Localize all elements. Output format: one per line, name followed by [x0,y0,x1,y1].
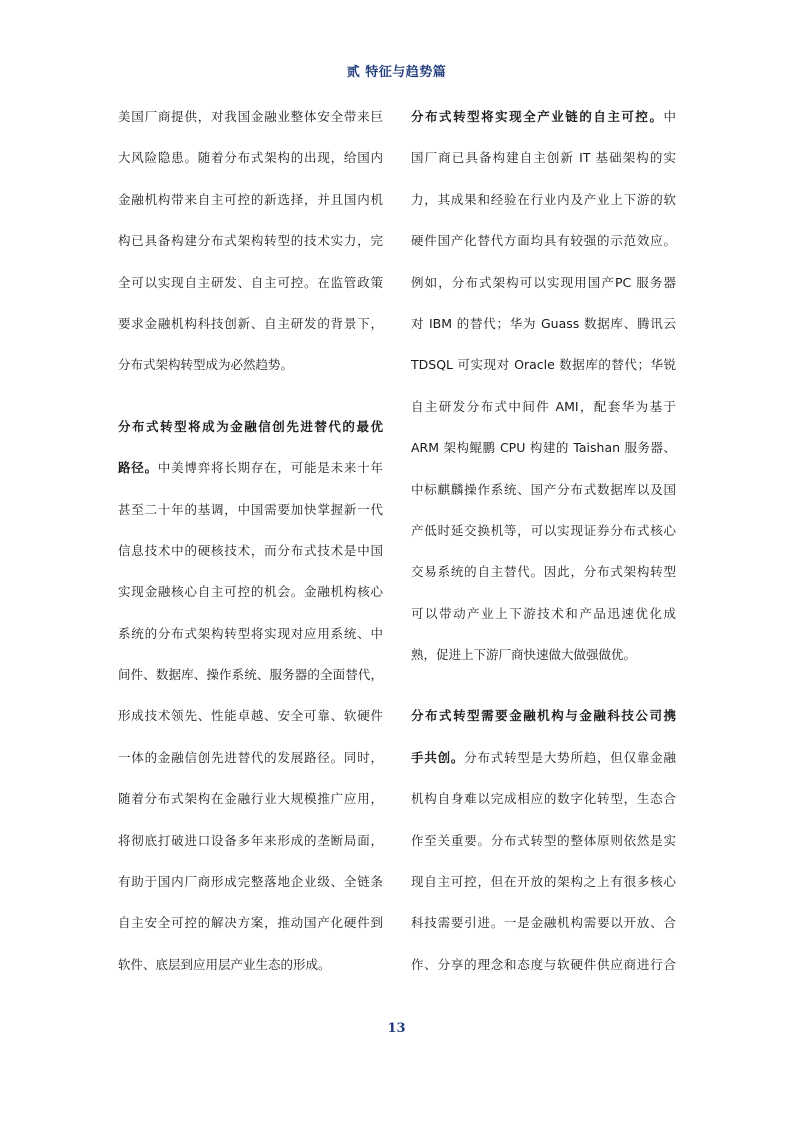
text-line: 间件、数据库、操作系统、服务器的全面替代， [118,667,383,683]
text-span: 中 [663,109,676,124]
text-line: 甚至二十年的基调，中国需要加快掌握新一代 [118,501,383,517]
text-line: 大风险隐患。随着分布式架构的出现，给国内 [118,150,383,166]
paragraph-heading: 分布式转型将成为金融信创先进替代的最优 [118,418,383,434]
paragraph-gap [411,683,676,703]
paragraph-security-risk [118,104,383,394]
paragraph-heading-end: 路径。 [118,460,158,476]
text-line: 国厂商已具备构建自主创新 IT 基础架构的实 [411,150,676,166]
paragraph-heading: 分布式转型需要金融机构与金融科技公司携 [411,708,676,724]
text-line: 构已具备构建分布式架构转型的技术实力，完 [118,233,383,249]
text-line: 自主研发分布式中间件 AMI，配套华为基于 [411,398,676,414]
paragraph-full-chain [411,104,676,683]
paragraph-gap [118,394,383,414]
left-column [118,104,383,993]
text-line: 实现金融核心自主可控的机会。金融机构核心 [118,584,383,600]
text-line: 交易系统的自主替代。因此，分布式架构转型 [411,564,676,580]
text-line: 信息技术中的硬核技术，而分布式技术是中国 [118,542,383,558]
text-line: 随着分布式架构在金融行业大规模推广应用， [118,791,383,807]
text-line: 科技需要引进。一是金融机构需要以开放、合 [411,915,676,931]
text-line: 力，其成果和经验在行业内及产业上下游的软 [411,191,676,207]
text-line: 产低时延交换机等，可以实现证券分布式核心 [411,522,676,538]
text-line: 作、分享的理念和态度与软硬件供应商进行合 [411,956,676,972]
text-line: 有助于国内厂商形成完整落地企业级、全链条 [118,874,383,890]
page-number: 13 [387,1021,406,1036]
text-line: 要求金融机构科技创新、自主研发的背景下， [118,315,383,331]
paragraph-optimal-path [118,414,383,993]
paragraph-heading-end: 手共创。 [411,749,465,765]
paragraph-collaboration [411,703,676,993]
text-line: 金融机构带来自主可控的新选择，并且国内机 [118,191,383,207]
text-line: TDSQL 可实现对 Oracle 数据库的替代；华锐 [411,357,676,373]
text-line: 中标麒麟操作系统、国产分布式数据库以及国 [411,481,676,497]
text-line: 美国厂商提供，对我国金融业整体安全带来巨 [118,109,383,124]
text-line: 作至关重要。分布式转型的整体原则依然是实 [411,832,676,848]
text-line: 一体的金融信创先进替代的发展路径。同时， [118,749,383,765]
text-line [118,455,383,496]
text-line: 硬件国产化替代方面均具有较强的示范效应。 [411,233,676,249]
text-line: 熟，促进上下游厂商快速做大做强做优。 [411,647,637,663]
right-column [411,104,676,993]
text-line: 现自主可控，但在开放的架构之上有很多核心 [411,874,676,890]
text-line: 自主安全可控的解决方案，推动国产化硬件到 [118,915,383,931]
text-line: 可以带动产业上下游技术和产品迅速优化成 [411,605,676,621]
section-header: 贰 特征与趋势篇 [346,65,447,80]
text-span: 中美博弈将长期存在，可能是未来十年 [157,460,383,476]
text-line: ARM 架构鲲鹏 CPU 构建的 Taishan 服务器、 [411,440,676,456]
paragraph-heading: 分布式转型将实现全产业链的自主可控。 [411,109,664,124]
text-line: 分布式架构转型成为必然趋势。 [118,357,294,373]
text-line: 全可以实现自主研发、自主可控。在监管政策 [118,274,383,290]
text-line: 系统的分布式架构转型将实现对应用系统、中 [118,625,383,641]
text-line: 对 IBM 的替代；华为 Guass 数据库、腾讯云 [411,315,676,331]
text-line [411,745,676,786]
text-line: 形成技术领先、性能卓越、安全可靠、软硬件 [118,708,383,724]
text-line: 例如，分布式架构可以实现用国产PC 服务器 [411,274,676,290]
text-line: 软件、底层到应用层产业生态的形成。 [118,956,331,972]
text-line: 机构自身难以完成相应的数字化转型，生态合 [411,791,676,807]
text-line: 将彻底打破进口设备多年来形成的垄断局面， [118,832,383,848]
text-line [411,104,676,145]
text-span: 分布式转型是大势所趋，但仅靠金融 [464,749,676,765]
